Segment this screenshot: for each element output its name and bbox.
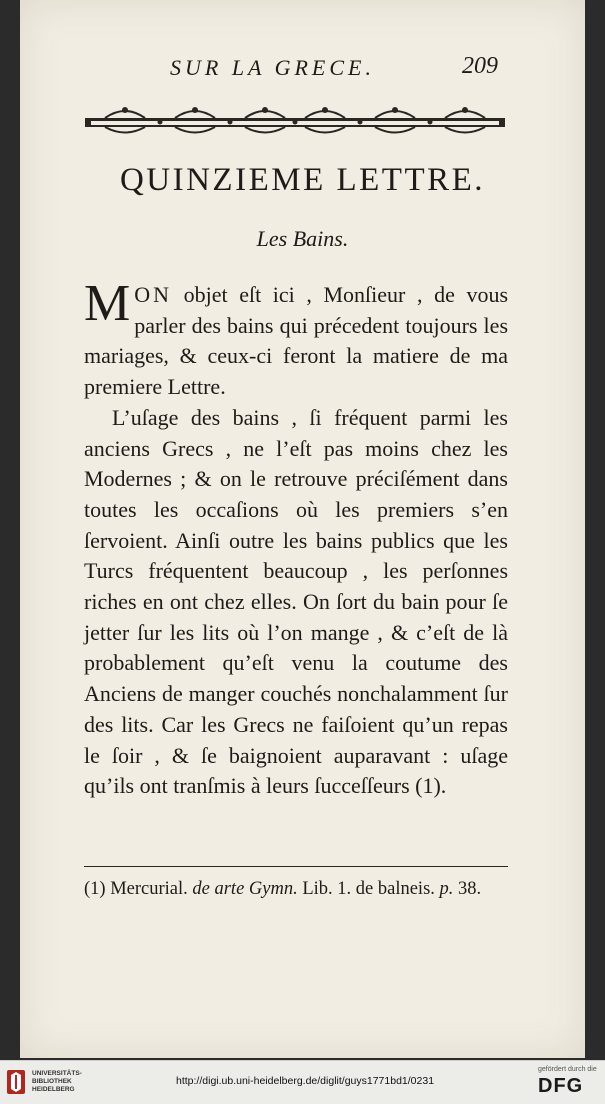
first-word-rest: ON <box>134 282 173 307</box>
paragraph-1 <box>84 275 508 403</box>
footnote-marker: (1) Mercurial. <box>84 879 188 899</box>
section-title: Les Bains. <box>256 226 349 251</box>
dfg-logo[interactable]: DFG <box>538 1075 584 1097</box>
library-logo[interactable] <box>6 1069 106 1097</box>
footnote-ref: Lib. 1. de balneis. <box>302 879 435 899</box>
page-header <box>20 55 585 85</box>
paragraph-1-text: objet eſt ici , Monſieur , de vous parler des bains qui précedent toujours les mariages, & ceux-ci feront la matiere de ma premiere Lettre. <box>84 282 508 400</box>
footnote-page-prefix: p. <box>439 879 454 899</box>
body-text <box>84 275 508 802</box>
permalink-url[interactable]: http://digi.ub.uni-heidelberg.de/diglit/guys1771bd1/0231 <box>176 1075 435 1087</box>
library-crest-icon <box>6 1069 26 1095</box>
ornament-band-icon <box>85 104 505 140</box>
viewer-footer <box>0 1060 605 1104</box>
footnote-rule <box>84 866 508 867</box>
running-title: SUR LA GRECE. <box>170 55 375 80</box>
chapter-title: QUINZIEME LETTRE. <box>119 162 486 198</box>
book-page <box>20 0 585 1058</box>
library-logo-text: UNIVERSITÄTS- BIBLIOTHEK HEIDELBERG <box>32 1070 82 1093</box>
footnote-work: de arte Gymn. <box>192 879 298 899</box>
drop-cap: M <box>84 275 131 332</box>
footnote <box>84 876 508 903</box>
footnote-page: 38. <box>458 879 482 899</box>
paragraph-2: L’uſage des bains , ſi fréquent parmi les anciens Grecs , ne l’eſt pas moins chez les Modernes ; & on le retrouve préciſément dans toutes les occaſions où les premiers s’en ſervoient. Ainſi outre les bains publics que les Turcs fréquentent beaucoup , les perſonnes riches en ont chez elles. On ſort du bain pour ſe jetter ſur les lits où l’on mange , & c’eſt de là probablement qu’eſt venu la coutume des Anciens de manger couchés nonchalamment ſur des lits. Car les Grecs ne faiſoient qu’un repas le ſoir , & ſe baignoient auparavant : uſage qu’ils ont tranſmis à leurs ſucceſſeurs (1). <box>84 404 508 799</box>
funded-by-label: gefördert durch die <box>538 1066 597 1073</box>
page-number: 209 <box>462 53 498 79</box>
